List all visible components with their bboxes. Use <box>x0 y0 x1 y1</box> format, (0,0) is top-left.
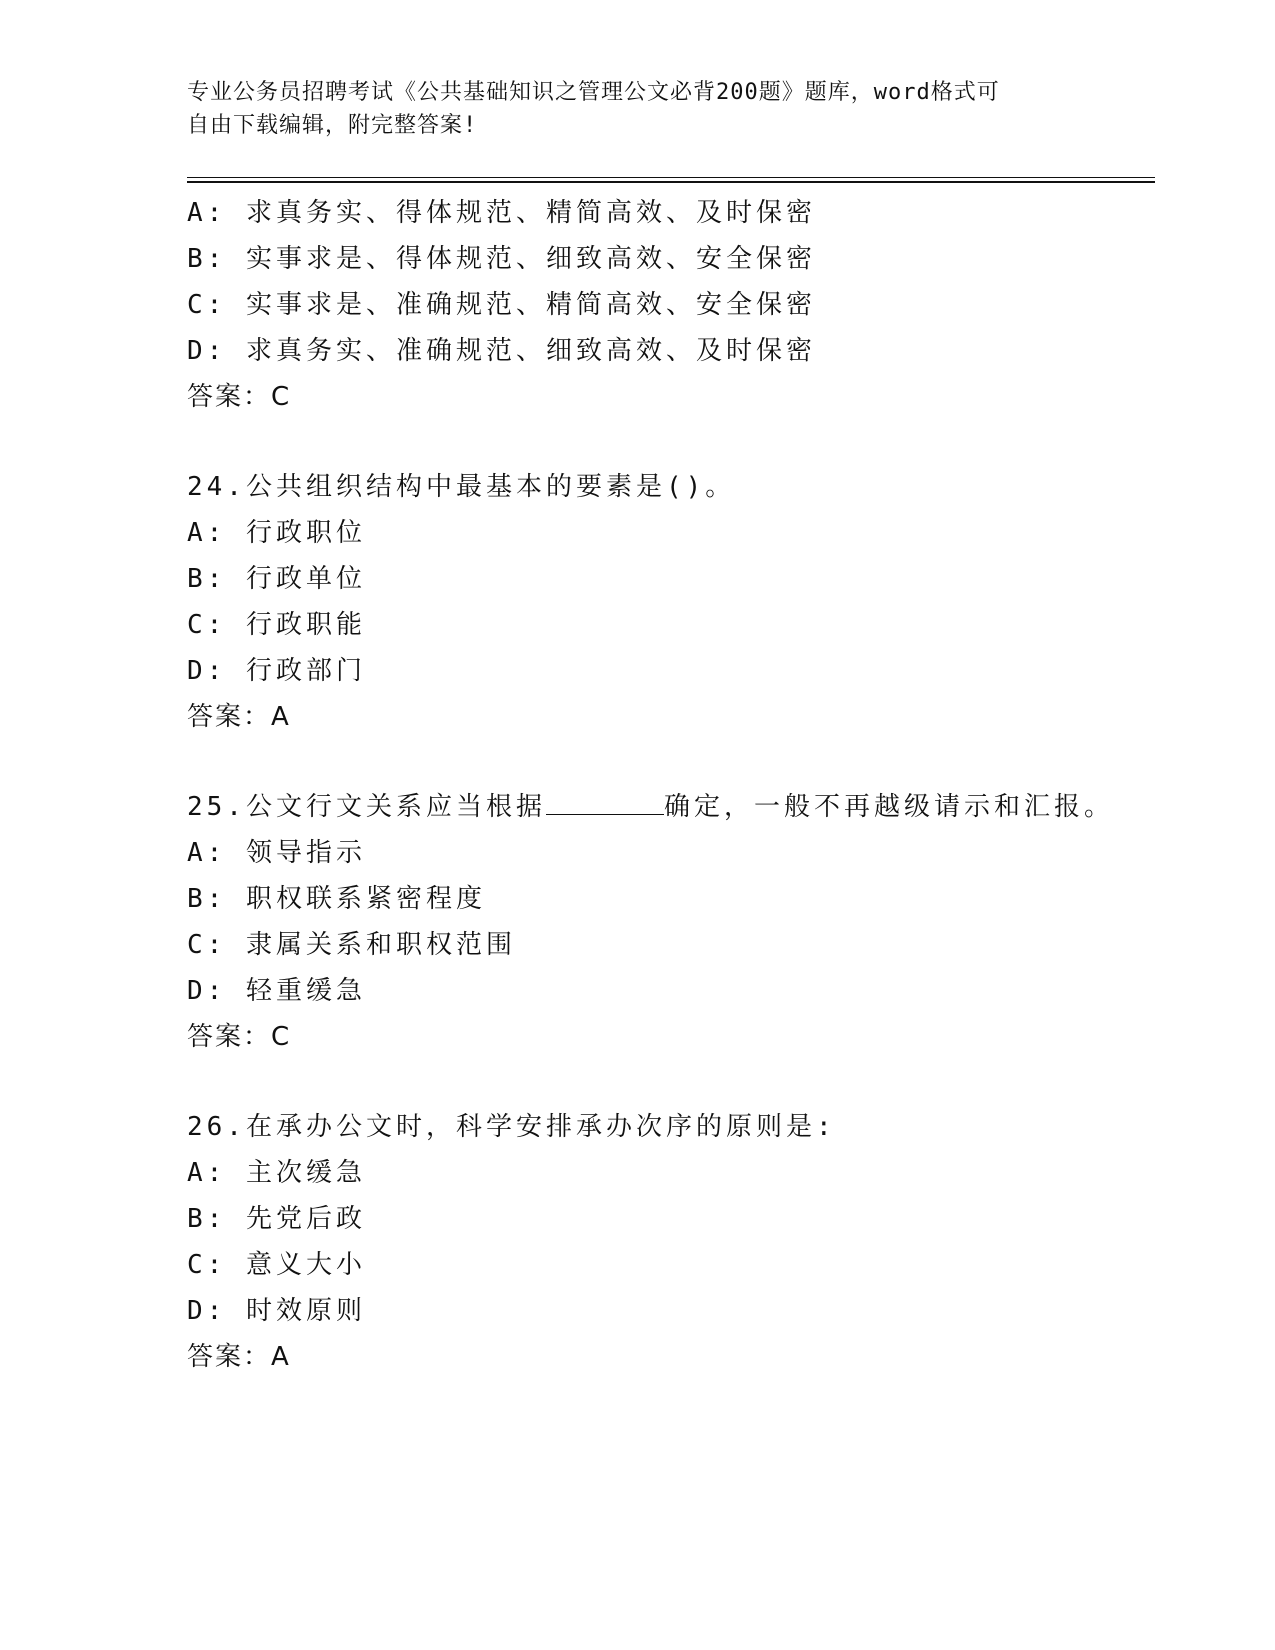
header-divider-thin <box>187 177 1155 178</box>
spacer <box>187 740 1155 784</box>
question-25-option-a: A: 领导指示 <box>187 838 366 868</box>
header-line-2: 自由下载编辑，附完整答案! <box>187 113 478 138</box>
question-26-option-c: C: 意义大小 <box>187 1250 366 1280</box>
question-25-text-before: 25.公文行文关系应当根据 <box>187 792 546 822</box>
question-25-block <box>187 784 1155 1060</box>
question-25-option-b: B: 职权联系紧密程度 <box>187 884 486 914</box>
document-header <box>187 76 1087 142</box>
question-26-option-a: A: 主次缓急 <box>187 1158 366 1188</box>
question-23-option-d: D: 求真务实、准确规范、细致高效、及时保密 <box>187 336 816 366</box>
question-25-option-d: D: 轻重缓急 <box>187 976 366 1006</box>
question-26-answer: 答案：A <box>187 1342 291 1372</box>
question-24-option-c: C: 行政职能 <box>187 610 366 640</box>
question-list <box>187 190 1155 1380</box>
fill-in-blank <box>546 786 664 815</box>
spacer <box>187 1060 1155 1104</box>
header-divider-thick <box>187 181 1155 183</box>
question-23-option-b: B: 实事求是、得体规范、细致高效、安全保密 <box>187 244 816 274</box>
question-23-block <box>187 190 1155 420</box>
question-23-answer: 答案：C <box>187 382 292 412</box>
question-26-block <box>187 1104 1155 1380</box>
question-26-text: 26.在承办公文时，科学安排承办次序的原则是: <box>187 1112 836 1142</box>
question-23-option-a: A: 求真务实、得体规范、精简高效、及时保密 <box>187 198 816 228</box>
spacer <box>187 420 1155 464</box>
question-24-text: 24.公共组织结构中最基本的要素是()。 <box>187 472 736 502</box>
question-25-answer: 答案：C <box>187 1022 292 1052</box>
question-24-answer: 答案：A <box>187 702 291 732</box>
question-26-option-b: B: 先党后政 <box>187 1204 366 1234</box>
header-line-1: 专业公务员招聘考试《公共基础知识之管理公文必背200题》题库，word格式可 <box>187 80 1000 105</box>
question-25-text <box>187 784 1155 830</box>
question-24-option-b: B: 行政单位 <box>187 564 366 594</box>
question-24-option-d: D: 行政部门 <box>187 656 366 686</box>
question-24-block <box>187 464 1155 740</box>
question-25-text-after: 确定，一般不再越级请示和汇报。 <box>663 792 1114 822</box>
question-23-option-c: C: 实事求是、准确规范、精简高效、安全保密 <box>187 290 816 320</box>
question-26-option-d: D: 时效原则 <box>187 1296 366 1326</box>
question-24-option-a: A: 行政职位 <box>187 518 366 548</box>
question-25-option-c: C: 隶属关系和职权范围 <box>187 930 516 960</box>
